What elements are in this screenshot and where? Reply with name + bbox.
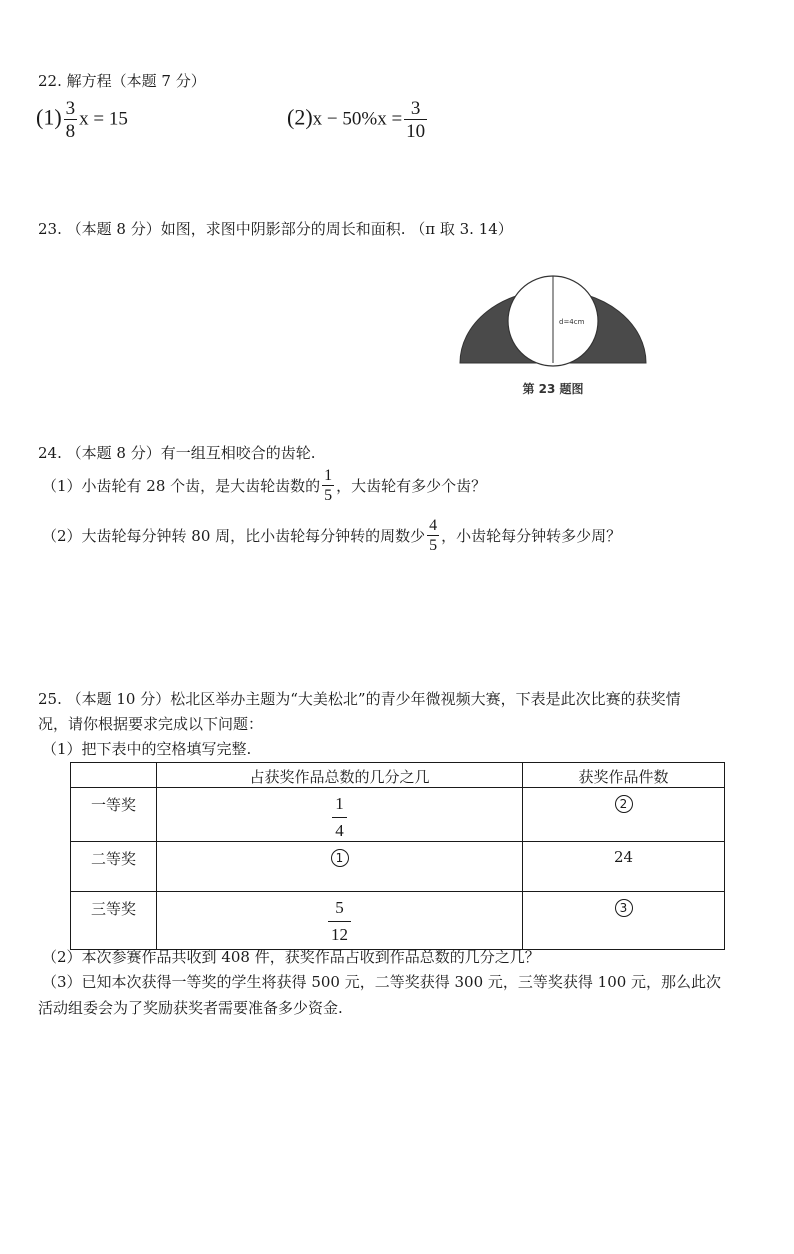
- blank-marker-3: 3: [615, 899, 633, 917]
- figure-caption: 第 23 题图: [522, 382, 584, 396]
- count-cell: 24: [523, 842, 725, 892]
- q24-part2: （2）大齿轮每分钟转 80 周，比小齿轮每分钟转的周数少 $\frac{4}{5}$ ，小齿轮每分钟转多少周？: [42, 517, 622, 554]
- table-header: [71, 763, 157, 788]
- table-row: [71, 892, 725, 950]
- q25-part3-line1: （3）已知本次获得一等奖的学生将获得 500 元，二等奖获得 300 元，三等奖获得 100 元，那么此次: [42, 973, 722, 991]
- q25-part1: （1）把下表中的空格填写完整.: [42, 740, 252, 758]
- row-label: 二等奖: [71, 842, 157, 892]
- fraction-cell: [157, 842, 523, 892]
- q22-part1-rest: x = 15: [79, 108, 128, 130]
- q22-part2-lhs: x − 50%x =: [312, 108, 403, 130]
- fraction: $\frac{3}{8}$: [65, 98, 76, 142]
- q25-part3-line2: 活动组委会为了奖励获奖者需要准备多少资金.: [38, 999, 343, 1017]
- row-label: 三等奖: [71, 892, 157, 950]
- semicircle-figure: [455, 268, 655, 403]
- table-row: [71, 842, 725, 892]
- fraction: $\frac{1}{5}$: [324, 467, 333, 504]
- q25-part2: （2）本次参赛作品共收到 408 件，获奖作品占收到作品总数的几分之几？: [42, 948, 540, 966]
- fraction: $\frac{1}{4}$: [332, 794, 347, 841]
- q24-title: 24. （本题 8 分）有一组互相咬合的齿轮.: [38, 444, 316, 462]
- q25-intro-line2: 况，请你根据要求完成以下问题：: [38, 715, 264, 733]
- q22-equation-1: [36, 99, 128, 141]
- row-label: 一等奖: [71, 788, 157, 842]
- fraction-cell: [157, 892, 523, 950]
- blank-marker-1: 1: [331, 849, 349, 867]
- q22-part2-number: (2): [287, 104, 313, 130]
- q22-equation-2: [287, 99, 429, 141]
- table-row: [71, 788, 725, 842]
- q25-intro-line1: 25. （本题 10 分）松北区举办主题为“大美松北”的青少年微视频大赛，下表是此次比赛的获奖情: [38, 690, 681, 708]
- diameter-label: d=4cm: [559, 318, 585, 326]
- fraction-cell: [157, 788, 523, 842]
- fraction: $\frac{5}{12}$: [328, 898, 351, 945]
- table-header: 获奖作品件数: [523, 763, 725, 788]
- fraction: $\frac{4}{5}$: [429, 517, 438, 554]
- q22-part1-number: (1): [36, 104, 62, 130]
- table-header: 占获奖作品总数的几分之几: [157, 763, 523, 788]
- table-header-row: [71, 763, 725, 788]
- blank-marker-2: 2: [615, 795, 633, 813]
- awards-table: [70, 762, 725, 950]
- fraction: $\frac{3}{10}$: [406, 98, 426, 142]
- q23-title: 23. （本题 8 分）如图，求图中阴影部分的周长和面积. （π 取 3. 14）: [38, 220, 513, 238]
- count-cell: [523, 788, 725, 842]
- q22-title: 22. 解方程（本题 7 分）: [38, 72, 206, 90]
- count-cell: [523, 892, 725, 950]
- q24-part1: （1）小齿轮有 28 个齿，是大齿轮齿数的 $\frac{1}{5}$ ，大齿轮有多少个齿？: [42, 467, 487, 504]
